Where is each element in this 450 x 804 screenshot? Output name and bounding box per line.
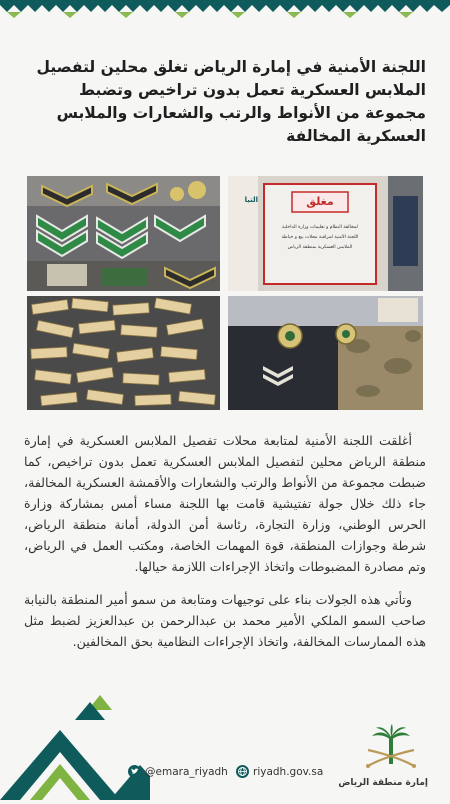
top-decorative-band <box>0 0 450 30</box>
twitter-icon <box>128 765 141 778</box>
website-url: riyadh.gov.sa <box>253 765 324 778</box>
photo-grid <box>27 176 423 410</box>
closed-sign-line-3: الملابس العسكرية بمنطقة الرياض <box>287 245 353 250</box>
article-body <box>24 430 426 664</box>
footer <box>0 740 450 800</box>
emblem-logo <box>356 724 426 786</box>
photo-closed-sign <box>228 176 423 291</box>
globe-icon <box>236 765 249 778</box>
twitter-handle: @emara_riyadh <box>145 765 228 778</box>
photo-rank-insignia <box>27 176 220 291</box>
photo-uniform-badges <box>228 296 423 410</box>
photo-name-tags <box>27 296 220 410</box>
article-paragraph-1: أغلقت اللجنة الأمنية لمتابعة محلات تفصيل الملابس العسكرية في إمارة منطقة الرياض محلين لتفصيل الملابس العسكرية تعمل بدون تراخيص، كما ضبطت مجموعة من الأنواط والرتب والشعارات والأقمشة العسكرية المخالفة، جاء ذلك خلال جولة تفتيشية قامت بها اللجنة مساء أمس بمشاركة وزارة الحرس الوطني، وزارة التجارة، رئاسة أمن الدولة، أمانة منطقة الرياض، شرطة وجوازات المنطقة، قوة المهمات الخاصة، ومكتب العمل في الرياض، وتم مصادرة المضبوطات واتخاذ الإجراءات اللازمة حيالها. <box>24 433 426 574</box>
headline: اللجنة الأمنية في إمارة الرياض تغلق محلين لتفصيل الملابس العسكرية تعمل بدون تراخيص وتضبط مجموعة من الأنواط والرتب والشعارات والملابس العسكرية المخالفة <box>36 58 426 145</box>
website-link[interactable] <box>236 765 323 778</box>
emblem-caption: إمارة منطقة الرياض <box>338 778 428 788</box>
closed-sign-line-2: اللجنة الأمنية لمراقبة محلات بيع و خياطة <box>281 235 359 240</box>
article-paragraph-2: وتأتي هذه الجولات بناء على توجيهات ومتابعة من سمو أمير المنطقة بالنيابة صاحب السمو الملكي الأمير محمد بن عبدالرحمن بن عبدالعزيز لضبط مثل هذه الممارسات المخالفة، واتخاذ الإجراءات النظامية بحق المخالفين. <box>24 592 426 649</box>
twitter-link[interactable] <box>128 765 228 778</box>
shop-sign-fragment: التبا <box>244 196 258 204</box>
closed-sign-line-1: لمخالفة النظام و تعليمات وزارة الداخلية <box>282 225 358 230</box>
closed-sign-title: مغلق <box>306 195 334 208</box>
